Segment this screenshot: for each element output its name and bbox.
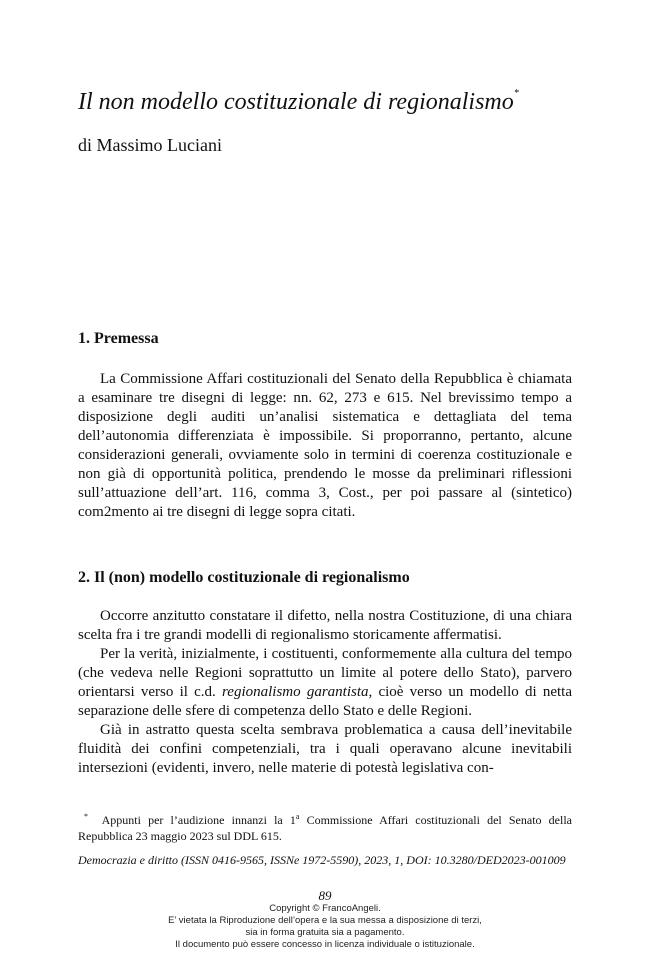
section-body-premessa [78,370,572,522]
paragraph: Già in astratto questa scelta sembrava problematica a causa dell’inevitabile fluidità dei confini competenziali, tra i quali operavano alcune inevitabili intersezioni (evidenti, invero, nelle materie di potestà legislativa con- [78,722,572,776]
title-footnote-mark: * [513,88,519,99]
paragraph: Per la verità, inizialmente, i costituenti, conformemente alla cultura del tempo (che vedeva nelle Regioni soprattutto un limite al potere dello Stato), parvero orientarsi verso il c.d. regionalismo garantista, cioè verso un modello di netta separazione delle sfere di competenza dello Stato e delle Regioni. [78,646,573,719]
copyright-line: E’ vietata la Riproduzione dell’opera e la sua messa a disposizione di terzi, [168,915,482,926]
article-title: Il non modello costituzionale di regionalismo* [78,88,519,115]
footnote-mark: * [84,812,88,821]
copyright-line: Copyright © FrancoAngeli. [269,903,381,914]
section-body-modello [78,607,572,778]
page-number: 89 [318,888,332,903]
copyright-line: sia in forma gratuita sia a pagamento. [245,927,405,938]
footnote: * Appunti per l’audizione innanzi la 1$^a$ Commissione Affari costituzionali del Senato della Repubblica 23 maggio 2023 sul DDL 615. [78,812,572,843]
section-heading-modello: 2. Il (non) modello costituzionale di regionalismo [78,569,410,586]
journal-citation: Democrazia e diritto (ISSN 0416-9565, ISSNe 1972-5590), 2023, 1, DOI: 10.3280/DED2023-001009 [78,853,566,867]
paragraph: La Commissione Affari costituzionali del Senato della Repubblica è chiamata a esaminare tre disegni di legge: nn. 62, 273 e 615. Nel brevissimo tempo a disposizione degli auditi un’analisi sistematica e dettagliata del tema dell’autonomia differenziata è impossibile. Si proporranno, pertanto, alcune considerazioni generali, ovviamente solo in termini di coerenza costituzionale e non già di opportunità politica, prendendo le mosse da preliminari riflessioni sull’attuazione dell’art. 116, comma 3, Cost., per poi passare al (sintetico) com2mento ai tre disegni di legge sopra citati. [78,371,572,520]
paragraph: Occorre anzitutto constatare il difetto, nella nostra Costituzione, di una chiara scelta fra i tre grandi modelli di regionalismo storicamente affermatisi. [78,608,572,643]
copyright-notice [0,903,650,951]
italic-term: regionalismo garantista [222,684,369,700]
copyright-line: Il documento può essere concesso in licenza individuale o istituzionale. [175,939,475,950]
author-line: di Massimo Luciani [78,135,222,155]
section-heading-premessa: 1. Premessa [78,330,159,347]
